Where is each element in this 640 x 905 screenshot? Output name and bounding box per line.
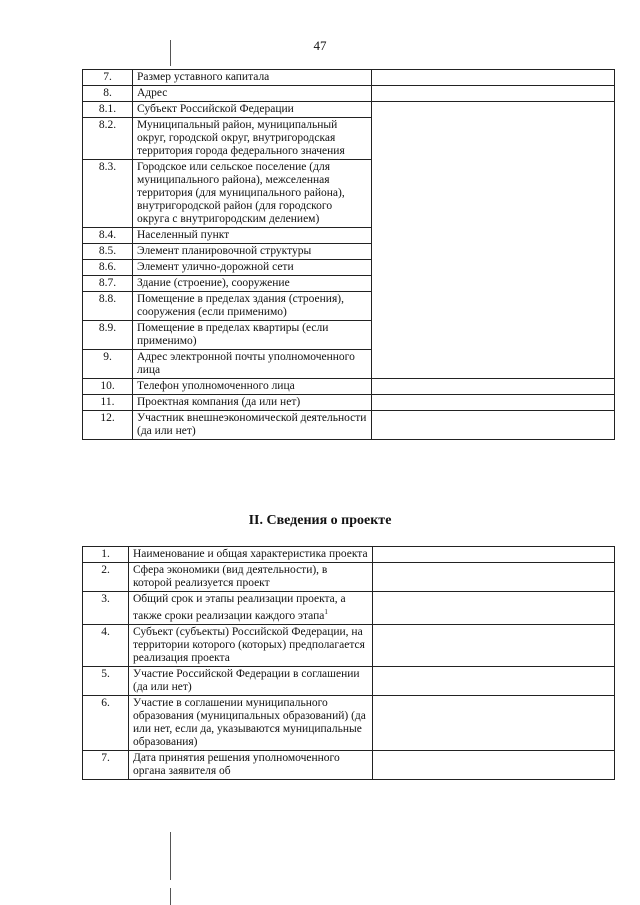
table-row (83, 624, 615, 666)
scan-artifact-line (170, 40, 171, 66)
row-label-text: Общий срок и этапы реализации проекта, а также сроки реализации каждого этапа (133, 593, 346, 622)
row-number: 2. (83, 563, 129, 592)
row-label: Элемент планировочной структуры (133, 244, 372, 260)
row-label: Субъект Российской Федерации (133, 102, 372, 118)
row-label: Наименование и общая характеристика проекта (129, 547, 373, 563)
row-label: Дата принятия решения уполномоченного органа заявителя об (129, 750, 373, 779)
table-row (83, 695, 615, 750)
row-label: Населенный пункт (133, 228, 372, 244)
row-label: Адрес электронной почты уполномоченного лица (133, 350, 372, 379)
row-number: 7. (83, 70, 133, 86)
row-number: 9. (83, 350, 133, 379)
row-number: 8.4. (83, 228, 133, 244)
row-number: 5. (83, 666, 129, 695)
footnote-marker: 1 (324, 608, 328, 616)
row-number: 10. (83, 379, 133, 395)
row-number: 3. (83, 592, 129, 625)
row-label: Телефон уполномоченного лица (133, 379, 372, 395)
row-value-cell[interactable] (372, 411, 615, 440)
row-number: 8.8. (83, 292, 133, 321)
row-number: 8.6. (83, 260, 133, 276)
row-number: 8.9. (83, 321, 133, 350)
row-label: Элемент улично-дорожной сети (133, 260, 372, 276)
table-row (83, 547, 615, 563)
table-row (83, 379, 615, 395)
table-row (83, 86, 615, 102)
row-value-cell[interactable] (373, 666, 615, 695)
row-number: 12. (83, 411, 133, 440)
row-label: Адрес (133, 86, 372, 102)
row-value-cell[interactable] (372, 70, 615, 86)
row-label: Участник внешнеэкономической деятельности (да или нет) (133, 411, 372, 440)
row-value-cell[interactable] (373, 624, 615, 666)
row-value-cell[interactable] (373, 547, 615, 563)
row-number: 7. (83, 750, 129, 779)
row-value-cell[interactable] (373, 563, 615, 592)
section-title: II. Сведения о проекте (248, 513, 392, 528)
table-row (83, 666, 615, 695)
row-number: 8.3. (83, 160, 133, 228)
row-number: 8. (83, 86, 133, 102)
page-number: 47 (313, 38, 327, 53)
row-label: Помещение в пределах здания (строения), сооружения (если применимо) (133, 292, 372, 321)
table-row (83, 563, 615, 592)
project-info-table (82, 546, 615, 780)
row-label: Проектная компания (да или нет) (133, 395, 372, 411)
row-label: Участие Российской Федерации в соглашении (да или нет) (129, 666, 373, 695)
row-number: 6. (83, 695, 129, 750)
row-label: Здание (строение), сооружение (133, 276, 372, 292)
scan-artifact-line (170, 832, 171, 880)
row-number: 8.5. (83, 244, 133, 260)
company-info-table (82, 69, 615, 440)
row-label: Помещение в пределах квартиры (если применимо) (133, 321, 372, 350)
scan-artifact-line (170, 888, 171, 905)
address-value-cell[interactable] (372, 102, 615, 379)
row-label: Сфера экономики (вид деятельности), в которой реализуется проект (129, 563, 373, 592)
table-row (83, 750, 615, 779)
row-number: 8.2. (83, 118, 133, 160)
row-label: Размер уставного капитала (133, 70, 372, 86)
table-row (83, 102, 615, 118)
row-number: 4. (83, 624, 129, 666)
row-value-cell[interactable] (372, 379, 615, 395)
table-row (83, 592, 615, 625)
row-label: Участие в соглашении муниципального образования (муниципальных образований) (да или нет, если да, указываются муниципальные образования) (129, 695, 373, 750)
row-number: 11. (83, 395, 133, 411)
row-value-cell[interactable] (373, 695, 615, 750)
row-label: Городское или сельское поселение (для муниципального района), межселенная территория (для муниципального района), внутригородской район (для городского округа с внутригородским делением) (133, 160, 372, 228)
row-number: 8.7. (83, 276, 133, 292)
table-row (83, 395, 615, 411)
row-label: Муниципальный район, муниципальный округ, городской округ, внутригородская территория города федерального значения (133, 118, 372, 160)
row-label: Субъект (субъекты) Российской Федерации, на территории которого (которых) предполагается реализация проекта (129, 624, 373, 666)
row-label (129, 592, 373, 625)
row-value-cell[interactable] (373, 592, 615, 625)
table-row (83, 70, 615, 86)
row-value-cell[interactable] (372, 86, 615, 102)
row-value-cell[interactable] (373, 750, 615, 779)
row-value-cell[interactable] (372, 395, 615, 411)
row-number: 1. (83, 547, 129, 563)
row-number: 8.1. (83, 102, 133, 118)
table-row (83, 411, 615, 440)
